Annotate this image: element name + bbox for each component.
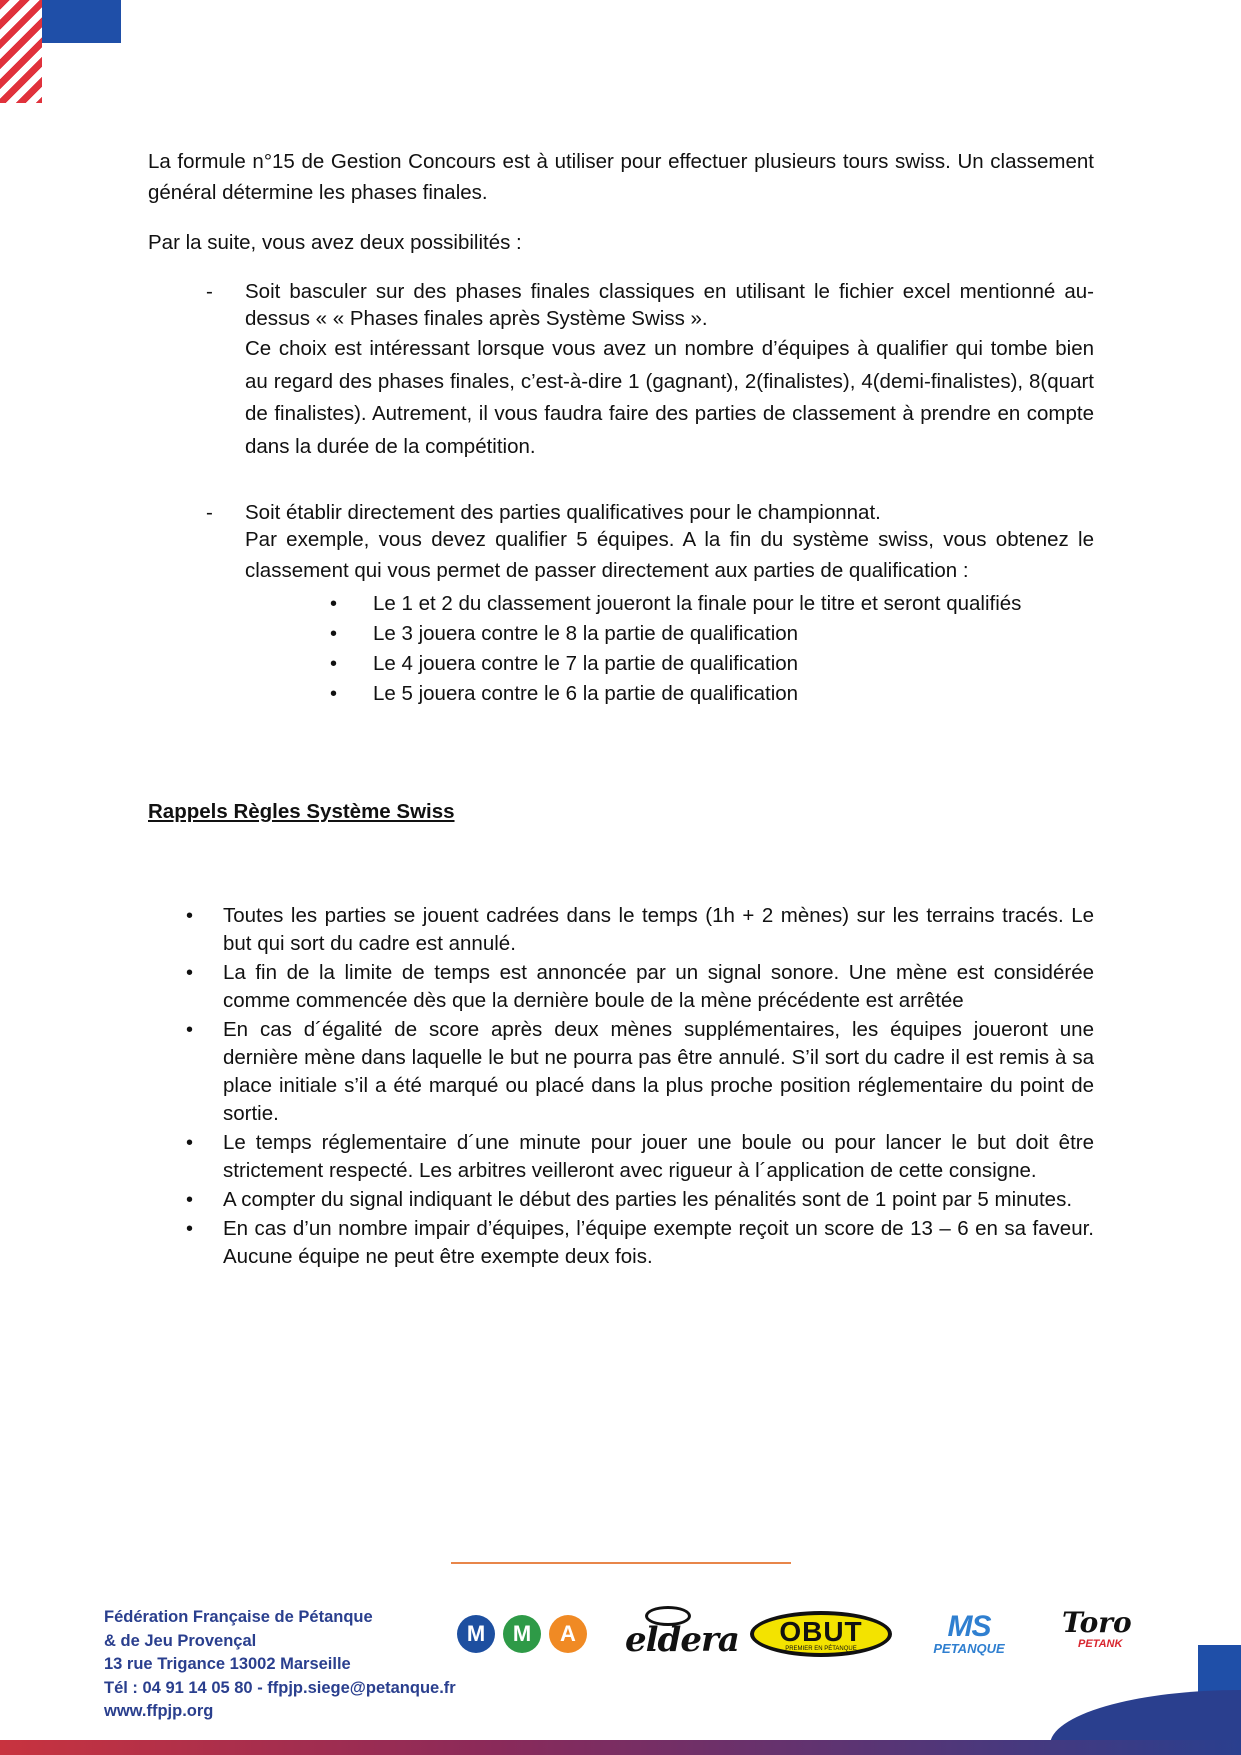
rule-text: En cas d’un nombre impair d’équipes, l’équipe exempte reçoit un score de 13 – 6 en sa faveur. Aucune équipe ne peut être exempte deux fois.	[223, 1217, 1094, 1268]
footer-org-name-2: & de Jeu Provençal	[104, 1631, 257, 1650]
bullet-icon: •	[330, 593, 338, 615]
list-item-text: Le 5 jouera contre le 6 la partie de qualification	[373, 682, 799, 705]
eldera-logo	[625, 1604, 739, 1660]
mma-logo	[457, 1615, 587, 1655]
bullet-icon: •	[186, 1019, 194, 1041]
eldera-wordmark: eldera	[625, 1620, 739, 1660]
rule-text: Toutes les parties se jouent cadrées dans le temps (1h + 2 mènes) sur les terrains tracés. Le but qui sort du cadre est annulé.	[223, 904, 1094, 955]
mma-letter-m1: M	[457, 1615, 495, 1653]
mma-letter-m2: M	[503, 1615, 541, 1653]
obut-logo	[750, 1611, 892, 1657]
corner-wave-decoration	[1050, 1690, 1241, 1745]
rule-text: La fin de la limite de temps est annoncée par un signal sonore. Une mène est considérée comme commencée dès que la dernière boule de la mène précédente est arrêtée	[223, 961, 1094, 1012]
section-heading: Rappels Règles Système Swiss	[148, 800, 455, 823]
intro-text-1: La formule n°15 de Gestion Concours est à utiliser pour effectuer plusieurs tours swiss. Un classement général détermine les phases finales.	[148, 150, 1094, 204]
ms-petanque-logo	[922, 1612, 1016, 1658]
rule-text: A compter du signal indiquant le début des parties les pénalités sont de 1 point par 5 minutes.	[223, 1188, 1073, 1211]
list-item	[330, 649, 1100, 679]
list-item	[184, 1016, 1094, 1128]
list-item	[184, 1215, 1094, 1271]
intro-paragraph-2	[148, 227, 1094, 258]
ms-tagline: PETANQUE	[933, 1641, 1005, 1656]
toro-wordmark: Toro	[1062, 1606, 1132, 1639]
bullet-icon: •	[330, 653, 338, 675]
mma-letter-a: A	[549, 1615, 587, 1653]
list-item	[184, 1186, 1094, 1214]
list-item	[184, 959, 1094, 1015]
intro-paragraph-1	[148, 146, 1094, 208]
qualification-list	[330, 589, 1100, 709]
option-item-2-detail	[206, 524, 1094, 586]
option-1-line-1: Soit basculer sur des phases finales classiques en utilisant le fichier excel mentionné au-dessus « « Phases finales après Système Swiss ».	[245, 280, 1094, 330]
list-item-text: Le 1 et 2 du classement joueront la finale pour le titre et seront qualifiés	[373, 592, 1022, 615]
list-item	[184, 1129, 1094, 1185]
toro-petank-logo	[1062, 1608, 1142, 1660]
rule-text: En cas d´égalité de score après deux mènes supplémentaires, les équipes joueront une dernière mène dans laquelle le but ne pourra pas être annulé. S’il sort du cadre il est remis à sa place initiale s’il a été marqué ou placé dans la plus proche position réglementaire du point de sortie.	[223, 1018, 1094, 1125]
dash-marker: -	[206, 280, 213, 303]
bullet-icon: •	[186, 962, 194, 984]
dash-marker: -	[206, 501, 213, 524]
bullet-icon: •	[330, 683, 338, 705]
list-item-text: Le 4 jouera contre le 7 la partie de qualification	[373, 652, 799, 675]
option-item-1-detail	[206, 333, 1094, 463]
footer-website: www.ffpjp.org	[104, 1702, 214, 1720]
option-2-line-1: Soit établir directement des parties qualificatives pour le championnat.	[245, 501, 881, 524]
footer-color-stripe	[0, 1740, 1241, 1755]
bullet-icon: •	[186, 1218, 194, 1240]
intro-text-2: Par la suite, vous avez deux possibilités :	[148, 231, 522, 254]
toro-tagline: PETANK	[1078, 1638, 1123, 1650]
footer-address-block	[104, 1606, 456, 1724]
footer-address: 13 rue Trigance 13002 Marseille	[104, 1655, 351, 1673]
footer-contact: Tél : 04 91 14 05 80 - ffpjp.siege@petanque.fr	[104, 1678, 456, 1697]
list-item	[330, 619, 1100, 649]
list-item	[330, 589, 1100, 619]
bullet-icon: •	[186, 905, 194, 927]
bullet-icon: •	[330, 623, 338, 645]
option-1-line-2: Ce choix est intéressant lorsque vous avez un nombre d’équipes à qualifier qui tombe bien au regard des phases finales, c’est-à-dire 1 (gagnant), 2(finalistes), 4(demi-finalistes), 8(quart de finalistes). Autrement, il vous faudra faire des parties de classement à prendre en compte dans la durée de la compétition.	[245, 337, 1094, 458]
list-item	[330, 679, 1100, 709]
list-item	[184, 902, 1094, 958]
bullet-icon: •	[186, 1189, 194, 1211]
option-item-1	[206, 278, 1094, 332]
footer-divider	[451, 1562, 791, 1564]
corner-decoration-stripes	[0, 0, 42, 103]
rules-list	[184, 902, 1094, 1272]
obut-tagline: PREMIER EN PÉTANQUE	[785, 1646, 857, 1652]
rule-text: Le temps réglementaire d´une minute pour jouer une boule ou pour lancer le but doit être strictement respecté. Les arbitres veilleront avec rigueur à l´application de cette consigne.	[223, 1131, 1094, 1182]
list-item-text: Le 3 jouera contre le 8 la partie de qualification	[373, 622, 799, 645]
bullet-icon: •	[186, 1132, 194, 1154]
option-2-line-2: Par exemple, vous devez qualifier 5 équipes. A la fin du système swiss, vous obtenez le classement qui vous permet de passer directement aux parties de qualification :	[245, 528, 1094, 582]
footer-org-name: Fédération Française de Pétanque	[104, 1608, 373, 1626]
obut-wordmark: OBUT	[779, 1616, 863, 1647]
ms-wordmark: MS	[947, 1610, 991, 1643]
